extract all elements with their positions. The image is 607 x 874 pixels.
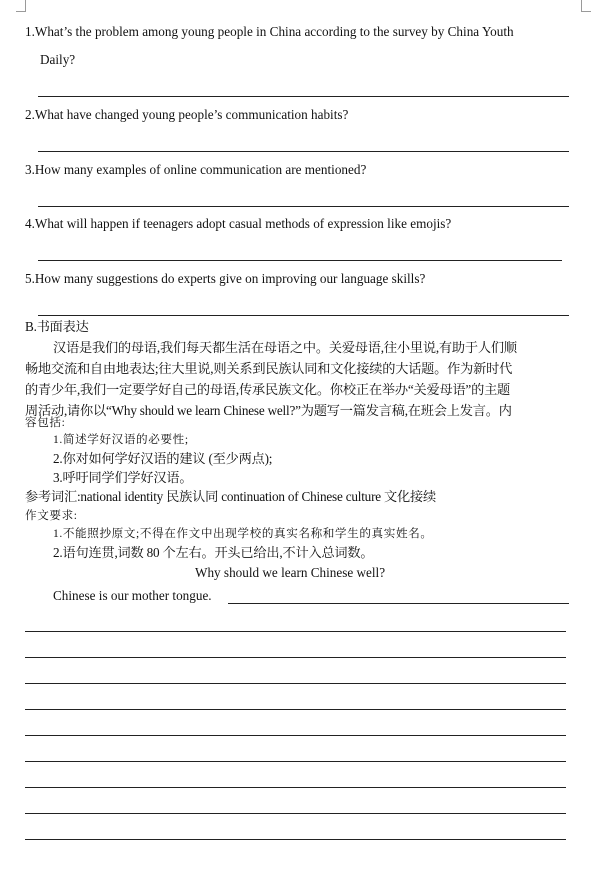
page-corner-mark-right [581,0,591,12]
question-3-text: 3.How many examples of online communication are mentioned? [25,162,367,177]
essay-writing-line [25,709,566,710]
content-point-3: 3.呼吁同学们学好汉语。 [53,470,193,485]
essay-writing-line [25,735,566,736]
answer-line-2 [38,151,569,152]
essay-writing-line [25,631,566,632]
essay-first-line [228,603,569,604]
answer-line-4 [38,260,562,261]
content-point-2: 2.你对如何学好汉语的建议 (至少两点); [53,451,273,466]
essay-writing-line [25,839,566,840]
essay-writing-line [25,657,566,658]
essay-opening-sentence: Chinese is our mother tongue. [53,588,212,603]
prompt-paragraph-line-1: 汉语是我们的母语,我们每天都生活在母语之中。关爱母语,往小里说,有助于人们顺 [53,340,517,355]
essay-writing-line [25,787,566,788]
prompt-paragraph-line-2: 畅地交流和自由地表达;往大里说,则关系到民族认同和文化接续的大话题。作为新时代 [25,361,513,376]
question-1-text-cont: Daily? [40,52,76,67]
content-point-1: 1.简述学好汉语的必要性; [53,433,189,446]
essay-writing-line [25,683,566,684]
essay-writing-line [25,761,566,762]
requirements-label: 作文要求: [25,509,78,522]
prompt-paragraph-line-3: 的青少年,我们一定要学好自己的母语,传承民族文化。你校正在举办“关爱母语”的主题 [25,382,511,397]
writing-section-heading: B.书面表达 [25,319,89,334]
question-1-text: 1.What’s the problem among young people in China according to the survey by China Youth [25,24,514,39]
question-4-text: 4.What will happen if teenagers adopt casual methods of expression like emojis? [25,216,452,231]
page-corner-mark-left [16,0,26,12]
answer-line-1 [38,96,569,97]
requirement-2: 2.语句连贯,词数 80 个左右。开头已给出,不计入总词数。 [53,545,374,560]
question-2-text: 2.What have changed young people’s communication habits? [25,107,349,122]
answer-line-5 [38,315,569,316]
prompt-paragraph-line-4: 周活动,请你以“Why should we learn Chinese well?”为题写一篇发言稿,在班会上发言。内 [25,403,512,418]
answer-line-3 [38,206,569,207]
essay-writing-line [25,813,566,814]
requirement-1: 1.不能照抄原文;不得在作文中出现学校的真实名称和学生的真实姓名。 [53,527,433,540]
question-5-text: 5.How many suggestions do experts give on improving our language skills? [25,271,426,286]
reference-vocabulary: 参考词汇:national identity 民族认同 continuation of Chinese culture 文化接续 [25,489,436,504]
essay-title: Why should we learn Chinese well? [195,565,386,580]
content-label: 容包括: [25,416,66,429]
